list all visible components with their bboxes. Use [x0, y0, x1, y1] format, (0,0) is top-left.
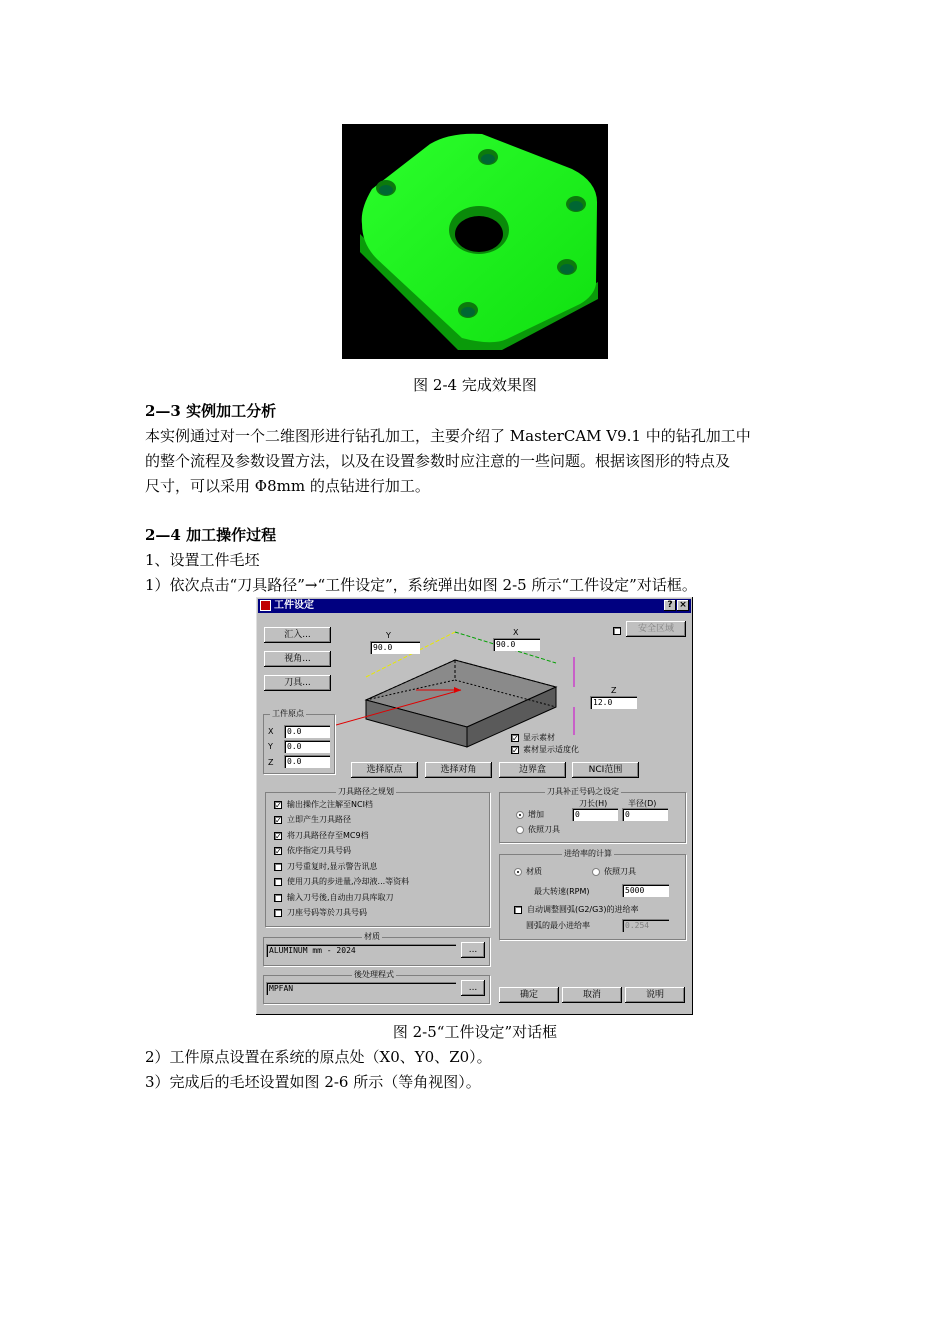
section-2-4-heading: 2—4 加工操作过程 — [145, 526, 277, 544]
opt-generate-toolpath-label: 立即产生刀具路径 — [287, 815, 351, 824]
opt-save-mc9-label: 将刀具路径存至MC9档 — [287, 831, 369, 840]
safety-zone-button[interactable]: 安全区域 — [626, 621, 686, 637]
origin-x-label: X — [268, 727, 274, 736]
origin-group-label: 工件原点 — [272, 709, 304, 718]
material-field[interactable]: ALUMINUM mm - 2024 — [266, 944, 456, 957]
figure-part-render — [342, 124, 608, 359]
post-group-label: 後处理程式 — [354, 970, 394, 979]
import-button[interactable]: 汇入... — [264, 627, 331, 643]
arc-min-field[interactable]: 0.254 — [622, 919, 669, 932]
cancel-button[interactable]: 取消 — [562, 987, 622, 1003]
app-icon — [260, 600, 271, 611]
opt-auto-library-label: 输入刀号後,自动由刀具库取刀 — [287, 893, 394, 902]
opt-output-comments-label: 输出操作之注解至NCI档 — [287, 800, 373, 809]
fit-stock-label: 素材显示适度化 — [523, 745, 579, 754]
comp-length-field[interactable]: 0 — [572, 808, 618, 821]
dialog-title: 工件设定 — [274, 600, 314, 611]
arc-adjust-label: 自动调整圆弧(G2/G3)的进给率 — [527, 905, 639, 914]
comp-add-radio[interactable] — [516, 811, 524, 819]
tool-button[interactable]: 刀具... — [264, 675, 331, 691]
material-browse-button[interactable]: ... — [461, 942, 485, 958]
show-stock-label: 显示素材 — [523, 733, 555, 742]
stock-setup-dialog — [256, 597, 693, 1015]
figure-2-4-caption: 图 2-4 完成效果图 — [413, 376, 537, 394]
figure-2-5-caption: 图 2-5“工件设定”对话框 — [392, 1023, 558, 1041]
origin-y-label: Y — [268, 742, 273, 751]
feed-group-label: 进给率的计算 — [564, 849, 612, 858]
toolpath-group-label: 刀具路径之规划 — [338, 787, 394, 796]
close-icon[interactable]: × — [677, 600, 689, 611]
post-browse-button[interactable]: ... — [461, 980, 485, 996]
comp-radius-field[interactable]: 0 — [622, 808, 668, 821]
feed-material-label: 材质 — [526, 867, 542, 876]
comp-group-label: 刀具补正号码之设定 — [547, 787, 619, 796]
section-2-3-line1: 本实例通过对一个二维图形进行钻孔加工，主要介绍了 MasterCAM V9.1 中的钻孔加工中 — [145, 427, 751, 445]
toolpath-group — [265, 787, 490, 927]
dim-z-label: Z — [611, 686, 617, 695]
material-group-label: 材质 — [364, 932, 380, 941]
opt-holder-number-label: 刀座号码等於刀具号码 — [287, 908, 367, 917]
step-2: 2）工件原点设置在系统的原点处（X0、Y0、Z0）。 — [145, 1048, 492, 1066]
select-corner-button[interactable]: 选择对角 — [425, 762, 492, 778]
opt-use-tool-data-checkbox[interactable] — [274, 878, 282, 886]
dim-z-field[interactable]: 12.0 — [590, 696, 637, 709]
view-button[interactable]: 视角... — [264, 651, 331, 667]
bounding-box-button[interactable]: 边界盒 — [499, 762, 566, 778]
post-field[interactable]: MPFAN — [266, 982, 456, 995]
comp-radius-header: 半径(D) — [628, 799, 657, 808]
origin-x-field[interactable]: 0.0 — [284, 725, 330, 738]
fit-stock-checkbox[interactable]: ✓ — [512, 746, 519, 755]
dim-y-label: Y — [386, 631, 391, 640]
opt-duplicate-warn-checkbox[interactable] — [274, 863, 282, 871]
arc-adjust-checkbox[interactable] — [514, 906, 522, 914]
dialog-titlebar — [258, 599, 691, 613]
opt-output-comments-checkbox[interactable]: ✓ — [275, 801, 282, 810]
feed-material-radio[interactable] — [514, 868, 522, 876]
comp-length-header: 刀长(H) — [579, 799, 608, 808]
step-1: 1、设置工件毛坯 — [145, 551, 260, 569]
max-rpm-field[interactable]: 5000 — [622, 884, 669, 897]
help-icon[interactable]: ? — [664, 600, 676, 611]
dim-y-field[interactable]: 90.0 — [370, 641, 420, 654]
feed-by-tool-label: 依照刀具 — [604, 867, 636, 876]
dim-x-field[interactable]: 90.0 — [493, 638, 540, 651]
opt-use-tool-data-label: 使用刀具的步进量,冷却液...等资料 — [287, 877, 410, 886]
opt-generate-toolpath-checkbox[interactable]: ✓ — [275, 816, 282, 825]
opt-duplicate-warn-label: 刀号重复时,显示警告讯息 — [287, 862, 378, 871]
step-1-1: 1）依次点击“刀具路径”→“工件设定”，系统弹出如图 2-5 所示“工件设定”对话框。 — [145, 576, 697, 594]
comp-by-tool-label: 依照刀具 — [528, 825, 560, 834]
stock-preview — [336, 617, 616, 757]
feed-by-tool-radio[interactable] — [592, 868, 600, 876]
origin-y-field[interactable]: 0.0 — [284, 740, 330, 753]
show-stock-checkbox[interactable]: ✓ — [512, 734, 519, 743]
nci-range-button[interactable]: NCI范围 — [572, 762, 639, 778]
opt-holder-number-checkbox[interactable] — [274, 909, 282, 917]
comp-by-tool-radio[interactable] — [516, 826, 524, 834]
help-button[interactable]: 说明 — [625, 987, 685, 1003]
section-2-3-line2: 的整个流程及参数设置方法，以及在设置参数时应注意的一些问题。根据该图形的特点及 — [145, 452, 731, 470]
origin-z-label: Z — [268, 758, 274, 767]
opt-sequence-tool-label: 依序指定刀具号码 — [287, 846, 351, 855]
arc-min-label: 圆弧的最小进给率 — [526, 921, 590, 930]
section-2-3-heading: 2—3 实例加工分析 — [145, 402, 277, 420]
step-3: 3）完成后的毛坯设置如图 2-6 所示（等角视图）。 — [145, 1073, 481, 1091]
dim-x-label: X — [513, 628, 519, 637]
comp-add-label: 增加 — [528, 810, 544, 819]
select-origin-button[interactable]: 选择原点 — [351, 762, 418, 778]
origin-z-field[interactable]: 0.0 — [284, 755, 330, 768]
max-rpm-label-text: 最大转速(RPM) — [534, 887, 590, 896]
ok-button[interactable]: 确定 — [499, 987, 559, 1003]
opt-sequence-tool-checkbox[interactable]: ✓ — [275, 847, 282, 856]
opt-auto-library-checkbox[interactable] — [274, 894, 282, 902]
section-2-3-line3: 尺寸，可以采用 Φ8mm 的点钻进行加工。 — [145, 477, 430, 495]
opt-save-mc9-checkbox[interactable]: ✓ — [275, 832, 282, 841]
